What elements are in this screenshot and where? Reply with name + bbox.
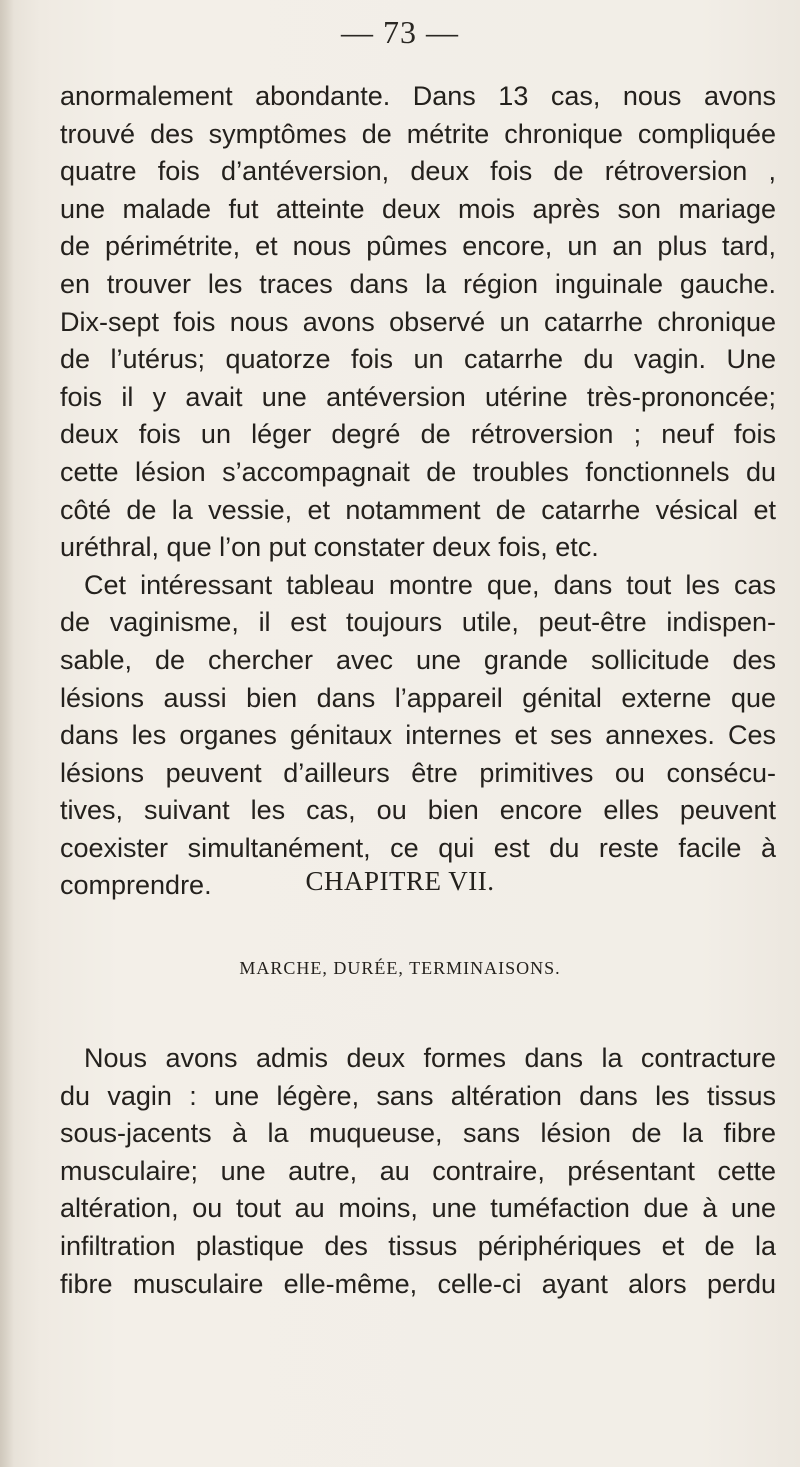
text-line: du vagin : une légère, sans altération dans les tissus [60, 1080, 776, 1111]
text-line: Cet intéressant tableau montre que, dans tout les cas [84, 569, 776, 600]
text-line: Nous avons admis deux formes dans la contracture [84, 1043, 776, 1073]
text-line: de l’utérus; quatorze fois un catarrhe du vagin. Une [60, 344, 776, 375]
page-number: — 73 — [341, 14, 459, 50]
text-line: Dix-sept fois nous avons observé un catarrhe chronique [60, 306, 776, 337]
text-line: lésions peuvent d’ailleurs être primitives ou consécu- [60, 757, 776, 788]
text-line: quatre fois d’antéversion, deux fois de rétroversion , [60, 156, 776, 187]
text-line: infiltration plastique des tissus périphériques et de la [60, 1230, 776, 1261]
text-line: de périmétrite, et nous pûmes encore, un an plus tard, [60, 231, 776, 262]
text-line: comprendre. [60, 870, 212, 901]
text-line: trouvé des symptômes de métrite chronique compliquée [60, 118, 776, 149]
body-text-paragraph-1 [60, 78, 776, 905]
text-line: en trouver les traces dans la région inguinale gauche. [60, 268, 776, 299]
text-line: fois il y avait une antéversion utérine très-prononcée; [60, 381, 776, 412]
text-line: de vaginisme, il est toujours utile, peut-être indispen- [60, 607, 776, 638]
text-line: une malade fut atteinte deux mois après son mariage [60, 193, 776, 224]
chapter-title: CHAPITRE VII. [305, 866, 495, 896]
text-line: musculaire; une autre, au contraire, présentant cette [60, 1155, 776, 1186]
text-line: sable, de chercher avec une grande sollicitude des [60, 644, 776, 675]
text-line: deux fois un léger degré de rétroversion ; neuf fois [60, 419, 776, 450]
chapter-subtitle: MARCHE, DURÉE, TERMINAISONS. [239, 958, 561, 978]
text-line: côté de la vessie, et notamment de catarrhe vésical et [60, 494, 776, 525]
text-line: altération, ou tout au moins, une tuméfaction due à une [60, 1193, 776, 1224]
text-line: cette lésion s’accompagnait de troubles fonctionnels du [60, 456, 776, 487]
text-line: lésions aussi bien dans l’appareil génital externe que [60, 682, 776, 713]
text-line: sous-jacents à la muqueuse, sans lésion de la fibre [60, 1118, 776, 1149]
body-text-paragraph-3 [60, 1040, 776, 1303]
text-line: tives, suivant les cas, ou bien encore elles peuvent [60, 795, 776, 826]
binding-shadow [0, 0, 14, 1467]
text-line: fibre musculaire elle-même, celle-ci ayant alors perdu [60, 1268, 776, 1299]
text-line: dans les organes génitaux internes et ses annexes. Ces [60, 720, 776, 751]
text-line: uréthral, que l’on put constater deux fois, etc. [60, 532, 599, 563]
text-line: coexister simultanément, ce qui est du reste facile à [60, 832, 776, 863]
text-line: anormalement abondante. Dans 13 cas, nous avons [60, 81, 776, 111]
